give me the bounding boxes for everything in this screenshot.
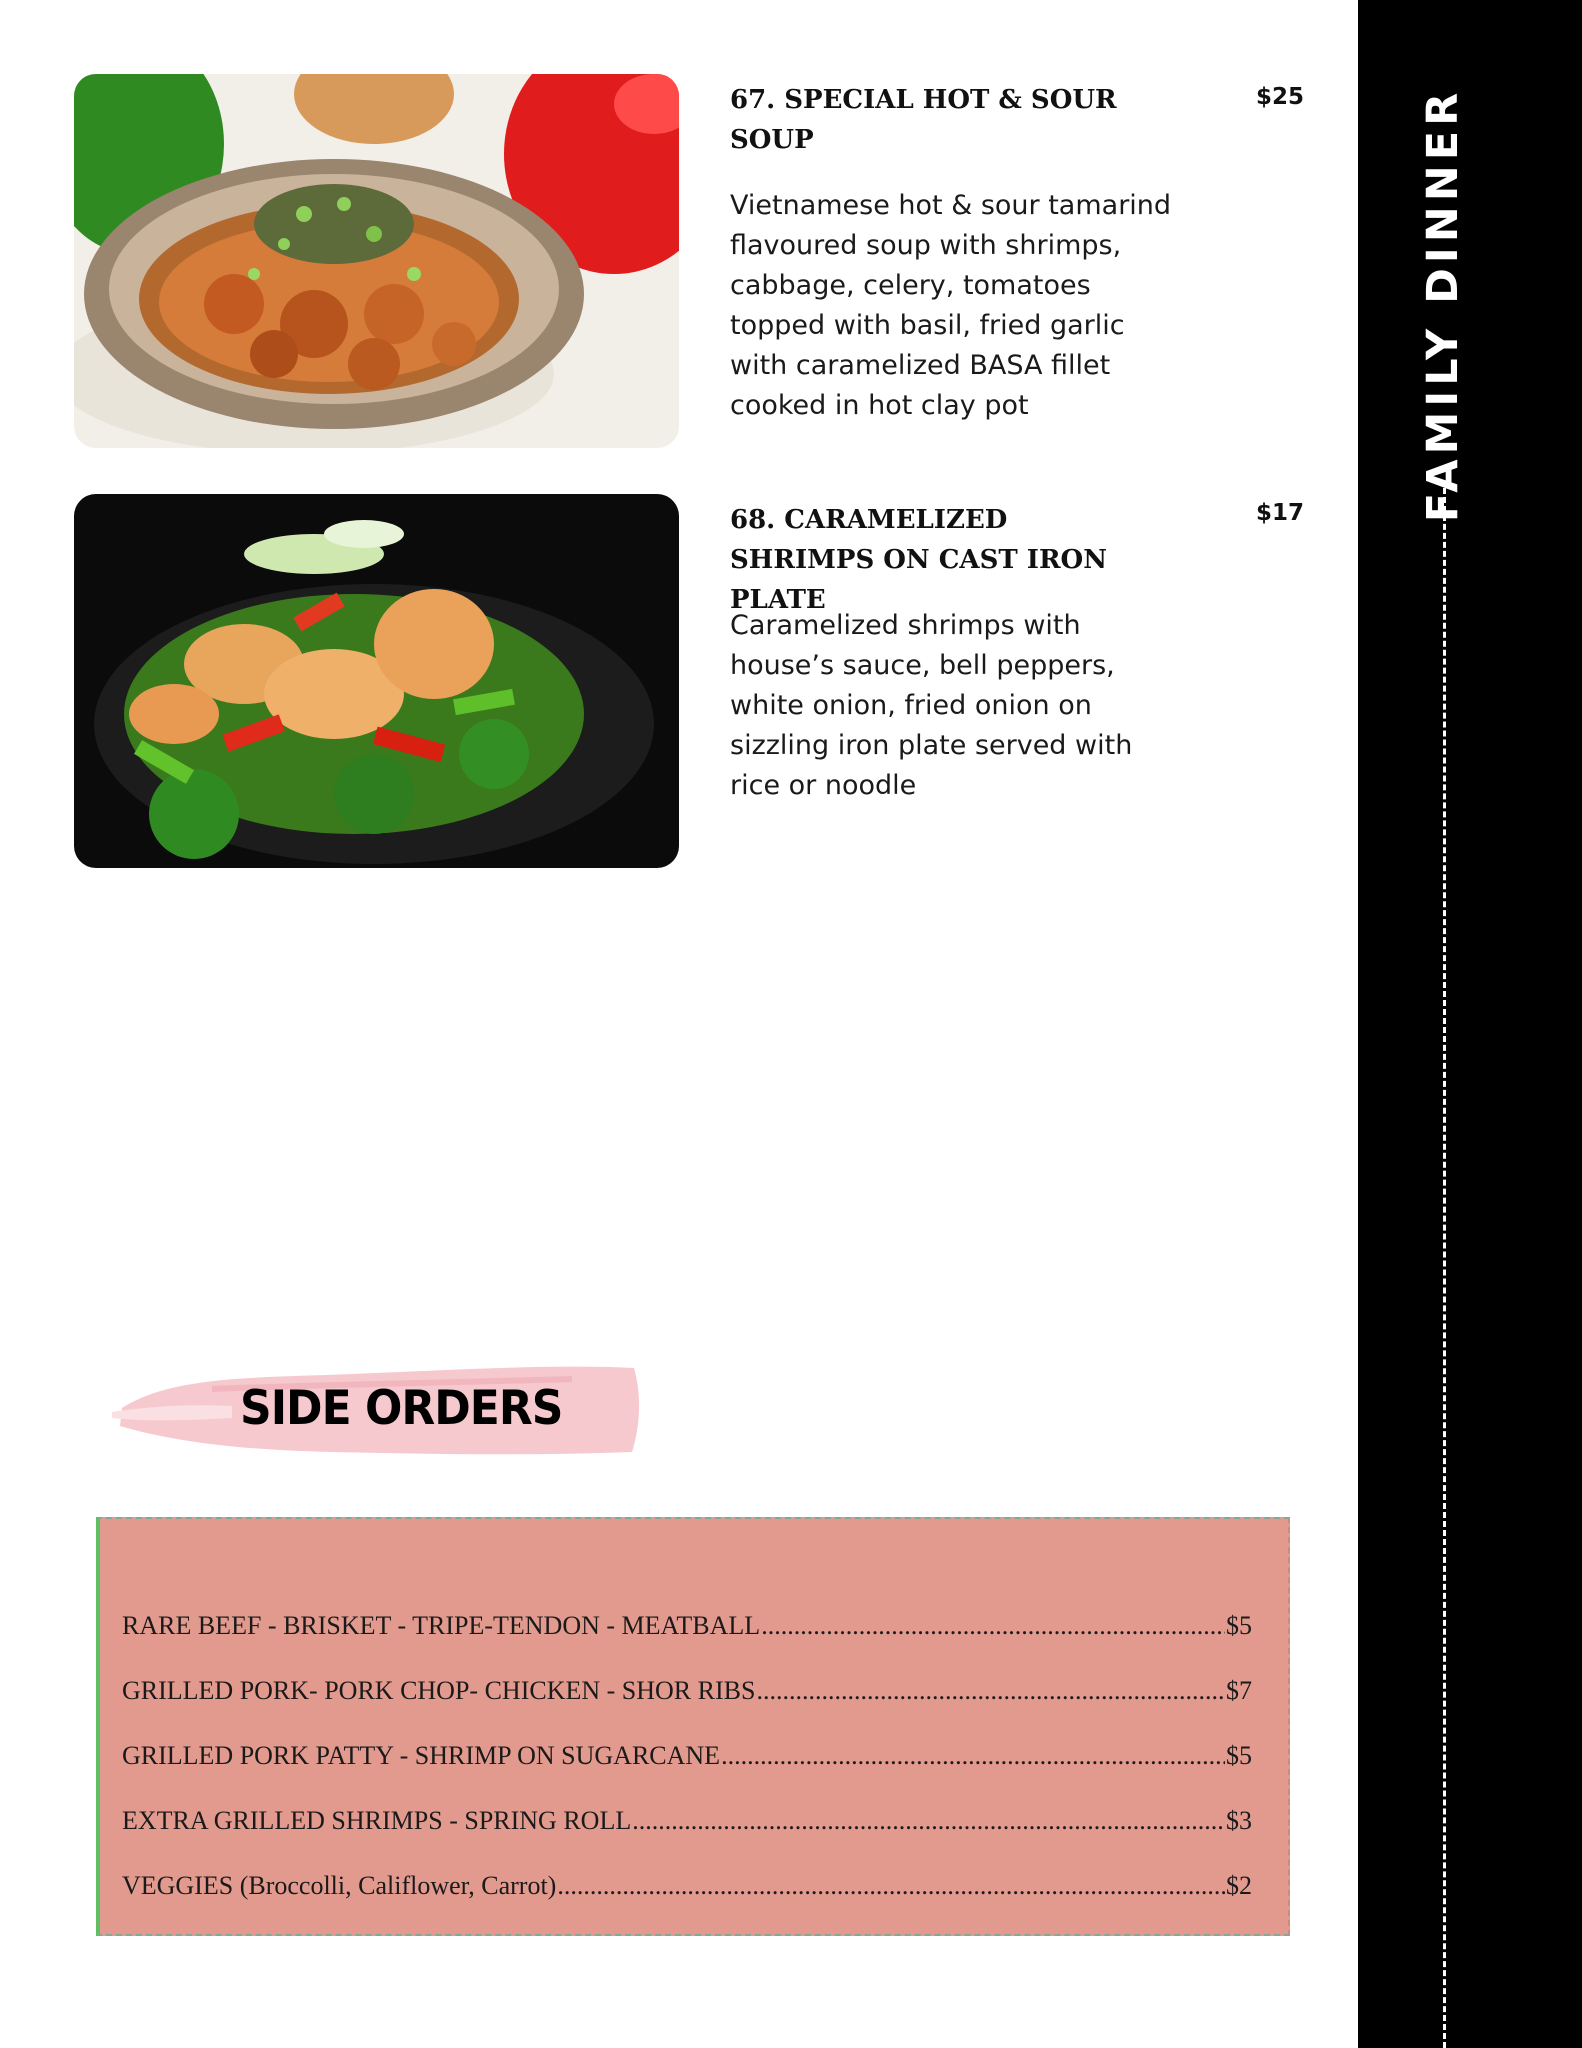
dot-leader	[721, 1741, 1225, 1771]
dot-leader	[557, 1871, 1225, 1901]
side-order-name: VEGGIES (Broccolli, Califlower, Carrot)	[122, 1871, 557, 1900]
band-dashed-divider	[1443, 488, 1446, 2048]
dish-price: $17	[1256, 500, 1305, 526]
side-order-name: GRILLED PORK PATTY - SHRIMP ON SUGARCANE	[122, 1741, 721, 1770]
section-band	[1358, 0, 1582, 2048]
dot-leader	[632, 1806, 1225, 1836]
dot-leader	[756, 1676, 1225, 1706]
side-order-name: GRILLED PORK- PORK CHOP- CHICKEN - SHOR RIBS	[122, 1676, 756, 1705]
side-order-price: $3	[1226, 1806, 1252, 1835]
side-order-name: RARE BEEF - BRISKET - TRIPE-TENDON - MEATBALL	[122, 1611, 761, 1640]
dish-description: Caramelized shrimps with house’s sauce, bell peppers, white onion, fried onion on sizzling iron plate served with rice or noodle	[730, 610, 1133, 801]
side-orders-heading: SIDE ORDERS	[240, 1380, 563, 1437]
dish-price: $25	[1256, 84, 1305, 110]
side-order-row	[122, 1741, 1252, 1771]
side-order-row	[122, 1871, 1252, 1901]
side-orders-box	[96, 1517, 1290, 1936]
side-order-price: $2	[1226, 1871, 1252, 1900]
side-order-row	[122, 1806, 1252, 1836]
dish-title: 68. CARAMELIZED SHRIMPS ON CAST IRON PLATE	[730, 505, 1107, 615]
side-order-row	[122, 1611, 1252, 1641]
dish-title: 67. SPECIAL HOT & SOUR SOUP	[730, 85, 1117, 155]
dot-leader	[761, 1611, 1225, 1641]
side-order-name: EXTRA GRILLED SHRIMPS - SPRING ROLL	[122, 1806, 632, 1835]
sizzling-shrimp-photo	[74, 494, 679, 868]
section-band-title: FAMILY DINNER	[1418, 87, 1468, 523]
side-order-price: $5	[1226, 1611, 1252, 1640]
side-order-row	[122, 1676, 1252, 1706]
dish-description: Vietnamese hot & sour tamarind flavoured soup with shrimps, cabbage, celery, tomatoes topped with basil, fried garlic with caramelized BASA fillet cooked in hot clay pot	[730, 190, 1172, 421]
side-order-price: $5	[1226, 1741, 1252, 1770]
side-order-price: $7	[1226, 1676, 1252, 1705]
clay-pot-fish-photo	[74, 74, 679, 448]
